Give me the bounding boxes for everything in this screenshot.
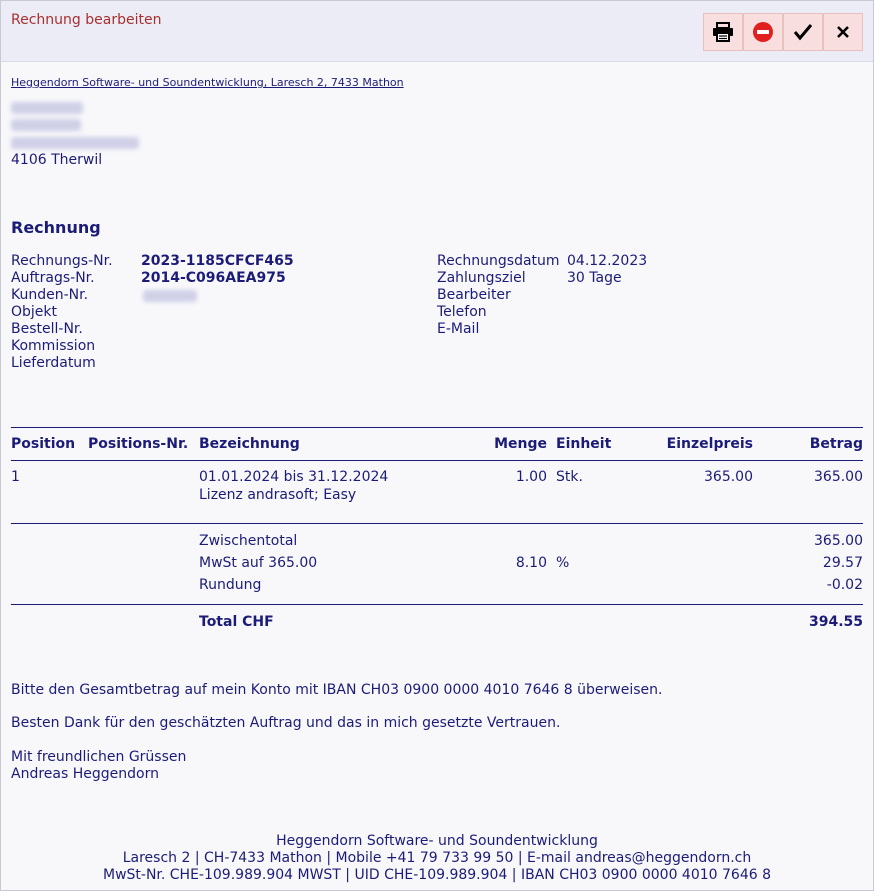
col-header-bezeichnung: Bezeichnung bbox=[199, 436, 300, 452]
vat-label: MwSt auf 365.00 bbox=[199, 555, 318, 571]
footer-tax-bank: MwSt-Nr. CHE-109.989.904 MWST | UID CHE-109.989.904 | IBAN CH03 0900 0000 4010 7646 8 bbox=[102, 867, 771, 883]
recipient-street-redacted bbox=[11, 137, 139, 149]
meta-value-zahlungsziel: 30 Tage bbox=[567, 270, 622, 286]
row-bezeichnung-line2: Lizenz andrasoft; Easy bbox=[199, 487, 357, 503]
footer-company: Heggendorn Software- und Soundentwicklung bbox=[276, 833, 598, 849]
greeting-text: Mit freundlichen Grüssen bbox=[11, 749, 187, 765]
footer-contact: Laresch 2 | CH-7433 Mathon | Mobile +41 79 733 99 50 | E-mail andreas@heggendorn.ch bbox=[122, 850, 752, 866]
meta-label-zahlungsziel: Zahlungsziel bbox=[437, 270, 526, 286]
vat-unit: % bbox=[556, 555, 570, 571]
dialog-titlebar bbox=[1, 1, 873, 62]
meta-value-rechnungs-nr: 2023-1185CFCF465 bbox=[141, 253, 294, 269]
col-header-einheit: Einheit bbox=[556, 436, 612, 452]
meta-value-auftrags-nr: 2014-C096AEA975 bbox=[141, 270, 286, 286]
col-header-position: Position bbox=[11, 436, 76, 452]
signature-name: Andreas Heggendorn bbox=[11, 766, 159, 782]
thanks-text: Besten Dank für den geschätzten Auftrag und das in mich gesetzte Vertrauen. bbox=[11, 715, 561, 731]
meta-label-lieferdatum: Lieferdatum bbox=[11, 355, 96, 371]
row-position: 1 bbox=[11, 469, 20, 485]
row-bezeichnung-line1: 01.01.2024 bis 31.12.2024 bbox=[199, 469, 389, 485]
confirm-button[interactable] bbox=[783, 13, 823, 51]
total-rule bbox=[11, 604, 863, 605]
document-title: Rechnung bbox=[11, 218, 101, 237]
recipient-name-redacted bbox=[11, 102, 83, 114]
col-header-menge: Menge bbox=[494, 436, 547, 452]
delete-button[interactable] bbox=[743, 13, 783, 51]
subtotal-rule bbox=[11, 523, 863, 524]
meta-label-auftrags-nr: Auftrags-Nr. bbox=[11, 270, 95, 286]
recipient-line2-redacted bbox=[11, 119, 81, 131]
close-icon bbox=[836, 25, 850, 39]
check-icon bbox=[793, 23, 813, 41]
close-button[interactable] bbox=[823, 13, 863, 51]
meta-label-email: E-Mail bbox=[437, 321, 480, 337]
meta-label-objekt: Objekt bbox=[11, 304, 58, 320]
meta-label-bearbeiter: Bearbeiter bbox=[437, 287, 511, 303]
meta-label-bestell-nr: Bestell-Nr. bbox=[11, 321, 83, 337]
row-betrag: 365.00 bbox=[814, 469, 863, 485]
total-label: Total CHF bbox=[199, 614, 274, 630]
row-einzelpreis: 365.00 bbox=[704, 469, 753, 485]
minus-circle-icon bbox=[752, 21, 774, 43]
col-header-betrag: Betrag bbox=[809, 436, 863, 452]
meta-label-kunden-nr: Kunden-Nr. bbox=[11, 287, 89, 303]
total-value: 394.55 bbox=[808, 614, 863, 630]
subtotal-label: Zwischentotal bbox=[199, 533, 298, 549]
vat-value: 29.57 bbox=[822, 555, 863, 571]
meta-value-rechnungsdatum: 04.12.2023 bbox=[567, 253, 648, 269]
printer-icon bbox=[712, 22, 734, 42]
print-button[interactable] bbox=[703, 13, 743, 51]
col-header-einzelpreis: Einzelpreis bbox=[666, 436, 753, 452]
row-einheit: Stk. bbox=[556, 469, 583, 485]
dialog-title: Rechnung bearbeiten bbox=[11, 12, 162, 28]
meta-label-rechnungs-nr: Rechnungs-Nr. bbox=[11, 253, 113, 269]
rounding-label: Rundung bbox=[199, 577, 262, 593]
meta-label-rechnungsdatum: Rechnungsdatum bbox=[437, 253, 560, 269]
table-top-rule bbox=[11, 427, 863, 428]
meta-value-kunden-nr-redacted bbox=[143, 290, 197, 302]
meta-label-kommission: Kommission bbox=[11, 338, 96, 354]
recipient-city: 4106 Therwil bbox=[11, 152, 103, 168]
sender-address-line: Heggendorn Software- und Soundentwicklung, Laresch 2, 7433 Mathon bbox=[11, 76, 404, 89]
row-menge: 1.00 bbox=[515, 469, 547, 485]
subtotal-value: 365.00 bbox=[814, 533, 863, 549]
rounding-value: -0.02 bbox=[826, 577, 863, 593]
meta-label-telefon: Telefon bbox=[437, 304, 487, 320]
vat-rate: 8.10 bbox=[515, 555, 547, 571]
col-header-positions-nr: Positions-Nr. bbox=[88, 436, 189, 452]
payment-instruction: Bitte den Gesamtbetrag auf mein Konto mit IBAN CH03 0900 0000 4010 7646 8 überweisen. bbox=[11, 682, 663, 698]
table-header-rule bbox=[11, 460, 863, 461]
